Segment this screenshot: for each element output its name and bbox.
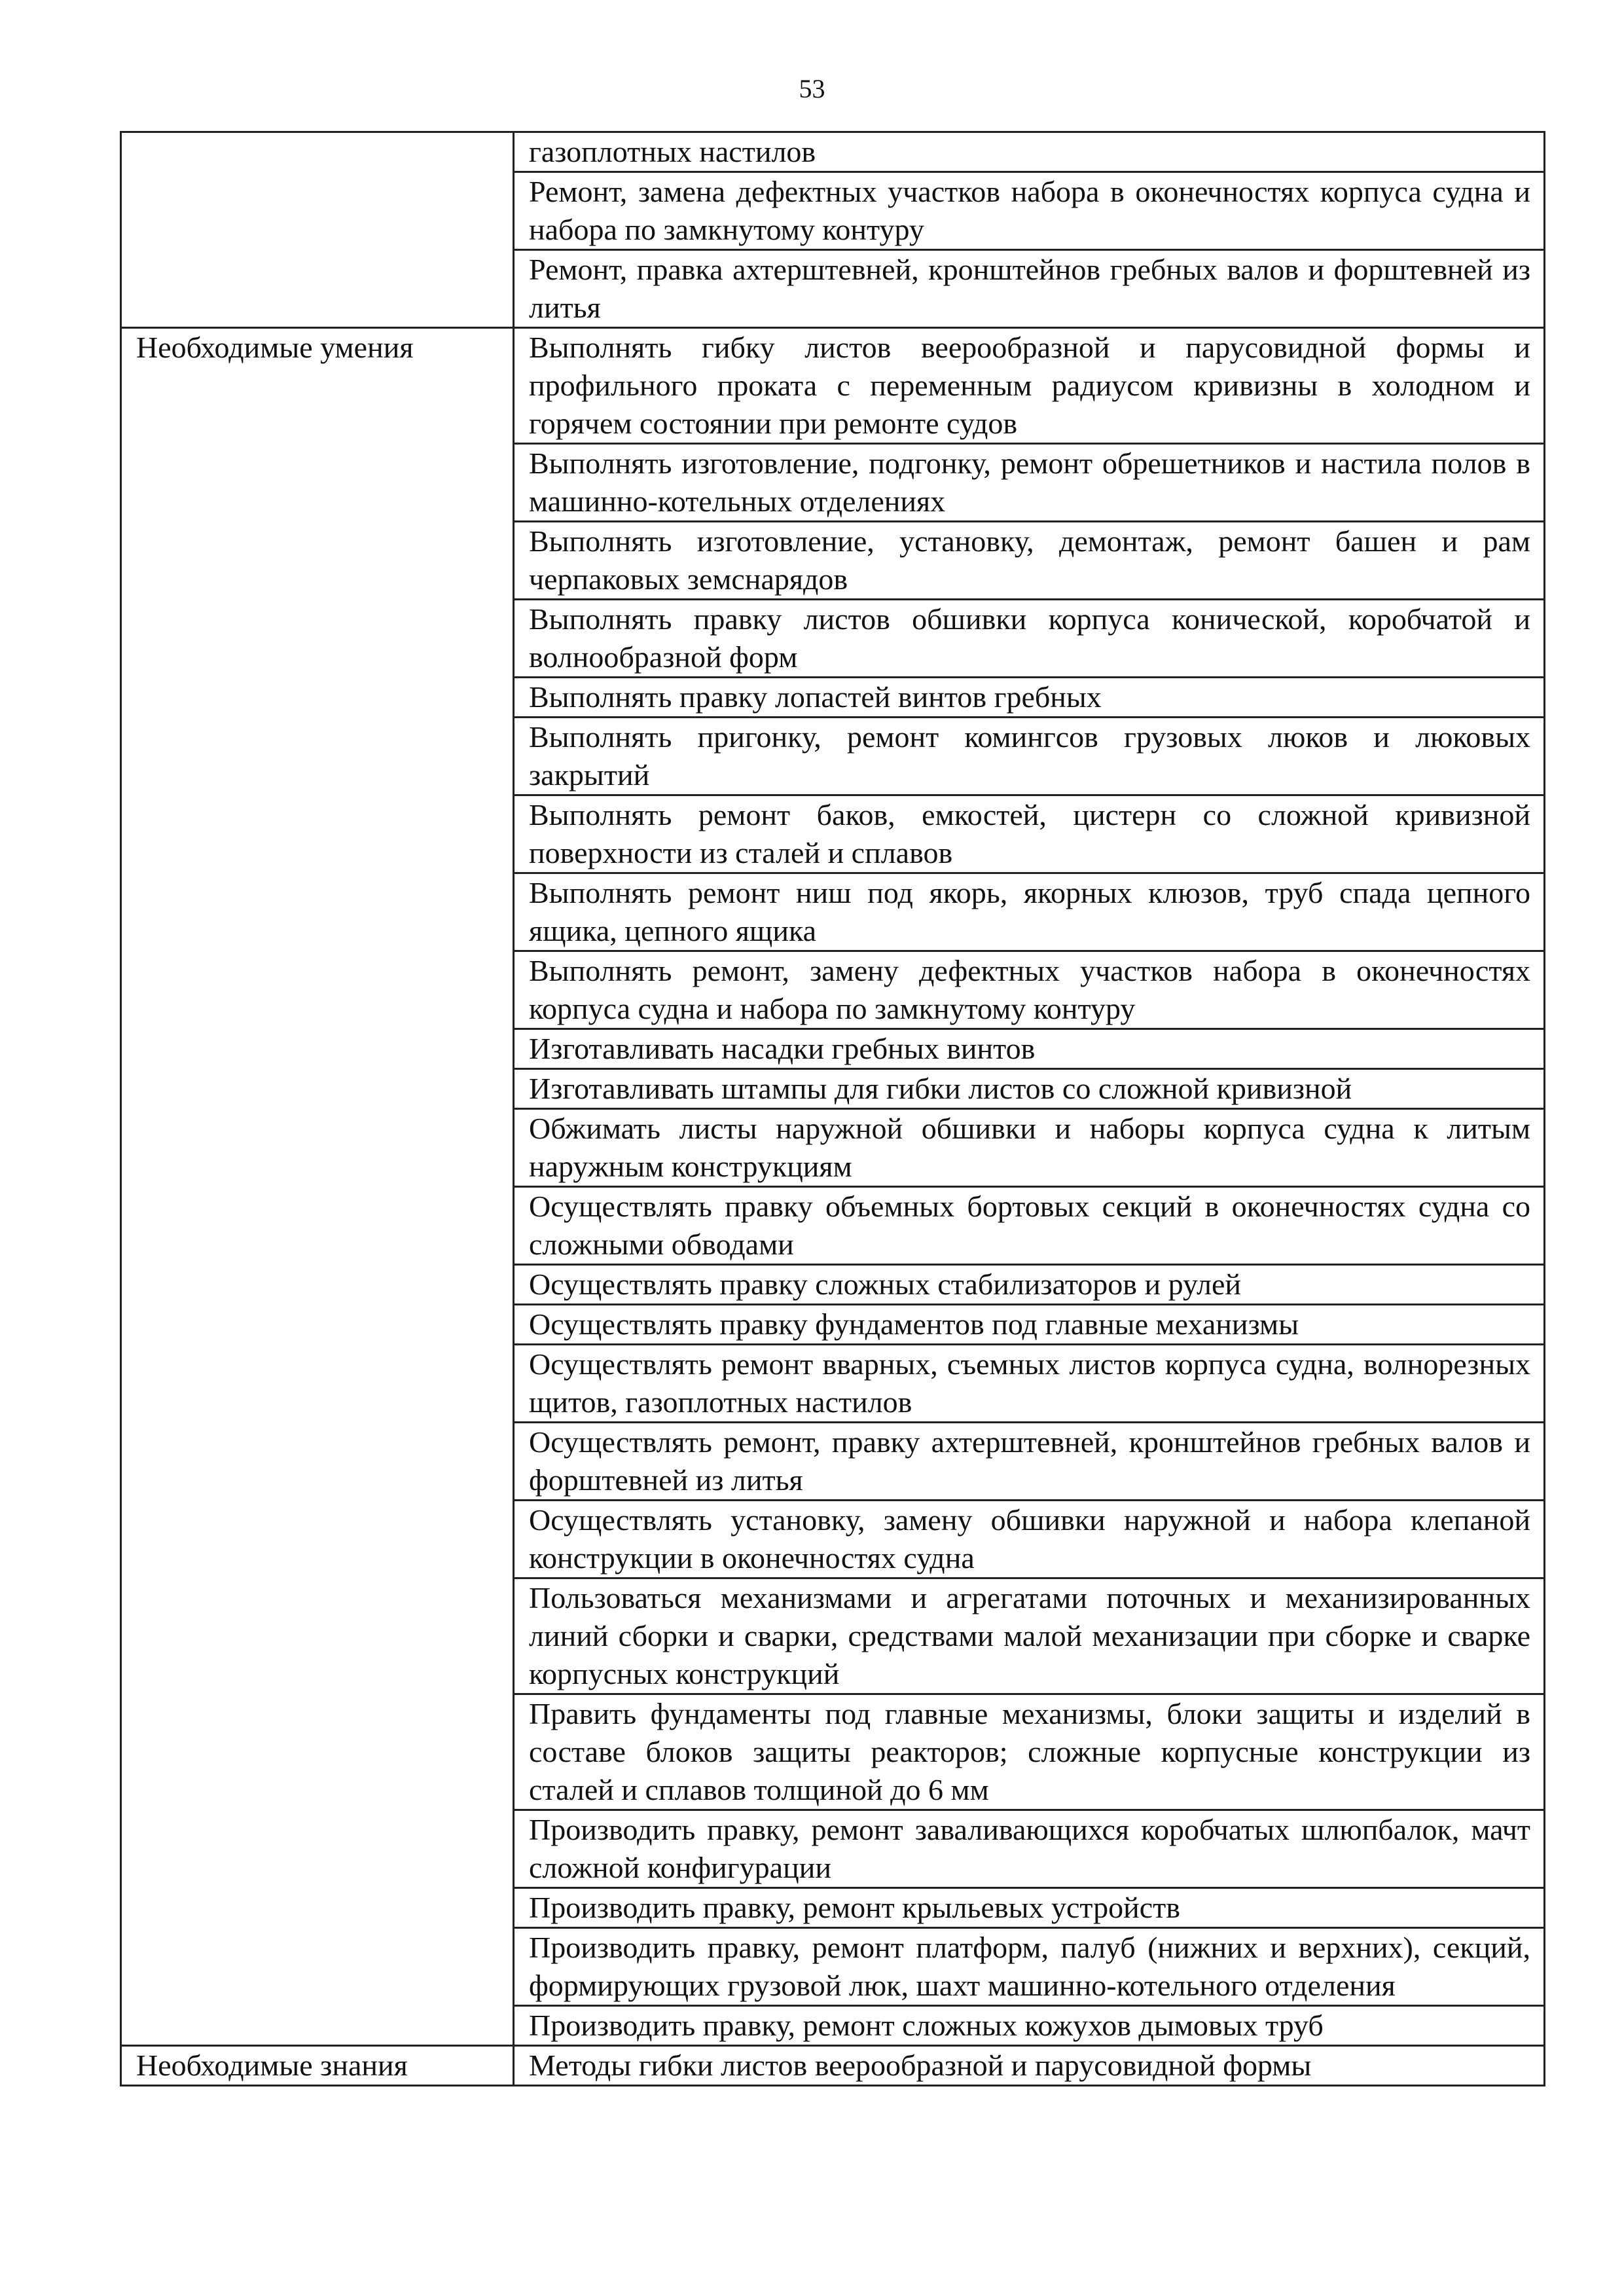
requirement-text: Осуществлять правку сложных стабилизаторов и рулей xyxy=(529,1267,1242,1301)
table-row xyxy=(121,2046,1545,2086)
requirement-cell xyxy=(514,1109,1545,1187)
requirement-text: Изготавливать штампы для гибки листов со сложной кривизной xyxy=(529,1072,1352,1105)
requirement-cell xyxy=(514,951,1545,1029)
table-row xyxy=(121,132,1545,172)
requirement-cell xyxy=(514,132,1545,172)
requirement-text: Выполнять изготовление, установку, демонтаж, ремонт башен и рам черпаковых земснарядов xyxy=(529,524,1530,596)
requirement-text: Выполнять гибку листов веерообразной и парусовидной формы и профильного проката с переменным радиусом кривизны в холодном и горячем состоянии при ремонте судов xyxy=(529,331,1530,440)
requirement-cell xyxy=(514,795,1545,873)
requirement-cell xyxy=(514,1345,1545,1423)
page-number: 53 xyxy=(799,74,825,103)
requirement-text: Изготавливать насадки гребных винтов xyxy=(529,1032,1036,1065)
requirement-text: Пользоваться механизмами и агрегатами поточных и механизированных линий сборки и сварки, средствами малой механизации при сборке и сварке корпусных конструкций xyxy=(529,1581,1530,1690)
requirement-text: Выполнять правку лопастей винтов гребных xyxy=(529,680,1102,714)
section-label: Необходимые знания xyxy=(136,2049,408,2082)
requirement-cell xyxy=(514,1928,1545,2006)
requirement-cell xyxy=(514,444,1545,522)
section-label-cell xyxy=(121,2046,514,2086)
requirement-cell xyxy=(514,600,1545,678)
requirement-text: Выполнять ремонт баков, емкостей, цистерн со сложной кривизной поверхности из сталей и сплавов xyxy=(529,798,1530,869)
requirement-text: Производить правку, ремонт заваливающихся коробчатых шлюпбалок, мачт сложной конфигурации xyxy=(529,1813,1530,1884)
requirement-text: Производить правку, ремонт крыльевых устройств xyxy=(529,1891,1180,1924)
requirement-text: Выполнять ремонт, замену дефектных участков набора в оконечностях корпуса судна и набора по замкнутому контуру xyxy=(529,954,1530,1025)
requirement-text: Осуществлять ремонт, правку ахтерштевней, кронштейнов гребных валов и форштевней из литья xyxy=(529,1425,1530,1497)
requirement-text: Ремонт, правка ахтерштевней, кронштейнов гребных валов и форштевней из литья xyxy=(529,253,1530,324)
section-label: Необходимые умения xyxy=(136,331,414,364)
requirement-cell xyxy=(514,873,1545,951)
section-label-cell xyxy=(121,328,514,2046)
requirement-text: Осуществлять установку, замену обшивки наружной и набора клепаной конструкции в оконечностях судна xyxy=(529,1503,1530,1575)
requirement-text: Выполнять пригонку, ремонт комингсов грузовых люков и люковых закрытий xyxy=(529,720,1530,792)
section-label-cell xyxy=(121,132,514,328)
requirement-cell xyxy=(514,1423,1545,1501)
requirement-cell xyxy=(514,1265,1545,1305)
requirement-cell xyxy=(514,1810,1545,1888)
requirement-cell xyxy=(514,1029,1545,1069)
requirement-cell xyxy=(514,718,1545,795)
requirement-text: Осуществлять ремонт вварных, съемных листов корпуса судна, волнорезных щитов, газоплотных настилов xyxy=(529,1347,1530,1419)
requirement-text: Выполнять правку листов обшивки корпуса конической, коробчатой и волнообразной форм xyxy=(529,602,1530,674)
table-row xyxy=(121,328,1545,444)
requirement-cell xyxy=(514,1501,1545,1578)
requirements-table xyxy=(120,131,1545,2086)
requirement-text: Выполнять ремонт ниш под якорь, якорных клюзов, труб спада цепного ящика, цепного ящика xyxy=(529,876,1530,947)
requirement-cell xyxy=(514,522,1545,600)
requirement-text: Производить правку, ремонт сложных кожухов дымовых труб xyxy=(529,2009,1324,2042)
requirement-text: Ремонт, замена дефектных участков набора в оконечностях корпуса судна и набора по замкнутому контуру xyxy=(529,175,1530,246)
requirement-cell xyxy=(514,1187,1545,1265)
requirement-text: Выполнять изготовление, подгонку, ремонт обрешетников и настила полов в машинно-котельных отделениях xyxy=(529,446,1530,518)
requirement-text: газоплотных настилов xyxy=(529,135,816,168)
requirement-text: Осуществлять правку объемных бортовых секций в оконечностях судна со сложными обводами xyxy=(529,1190,1530,1261)
requirement-text: Править фундаменты под главные механизмы, блоки защиты и изделий в составе блоков защиты реакторов; сложные корпусные конструкции из сталей и сплавов толщиной до 6 мм xyxy=(529,1697,1530,1806)
requirements-table-body xyxy=(121,132,1545,2086)
requirement-cell xyxy=(514,2006,1545,2046)
requirement-cell xyxy=(514,678,1545,718)
requirement-text: Методы гибки листов веерообразной и парусовидной формы xyxy=(529,2049,1312,2082)
requirement-cell xyxy=(514,1888,1545,1928)
requirement-cell xyxy=(514,172,1545,250)
requirement-cell xyxy=(514,1305,1545,1345)
requirement-cell xyxy=(514,1578,1545,1694)
requirement-cell xyxy=(514,2046,1545,2086)
requirement-cell xyxy=(514,1069,1545,1109)
requirement-text: Осуществлять правку фундаментов под главные механизмы xyxy=(529,1307,1299,1341)
requirement-text: Производить правку, ремонт платформ, палуб (нижних и верхних), секций, формирующих грузовой люк, шахт машинно-котельного отделения xyxy=(529,1931,1530,2002)
requirement-cell xyxy=(514,328,1545,444)
requirement-text: Обжимать листы наружной обшивки и наборы корпуса судна к литым наружным конструкциям xyxy=(529,1112,1530,1183)
requirement-cell xyxy=(514,1694,1545,1810)
requirement-cell xyxy=(514,250,1545,328)
